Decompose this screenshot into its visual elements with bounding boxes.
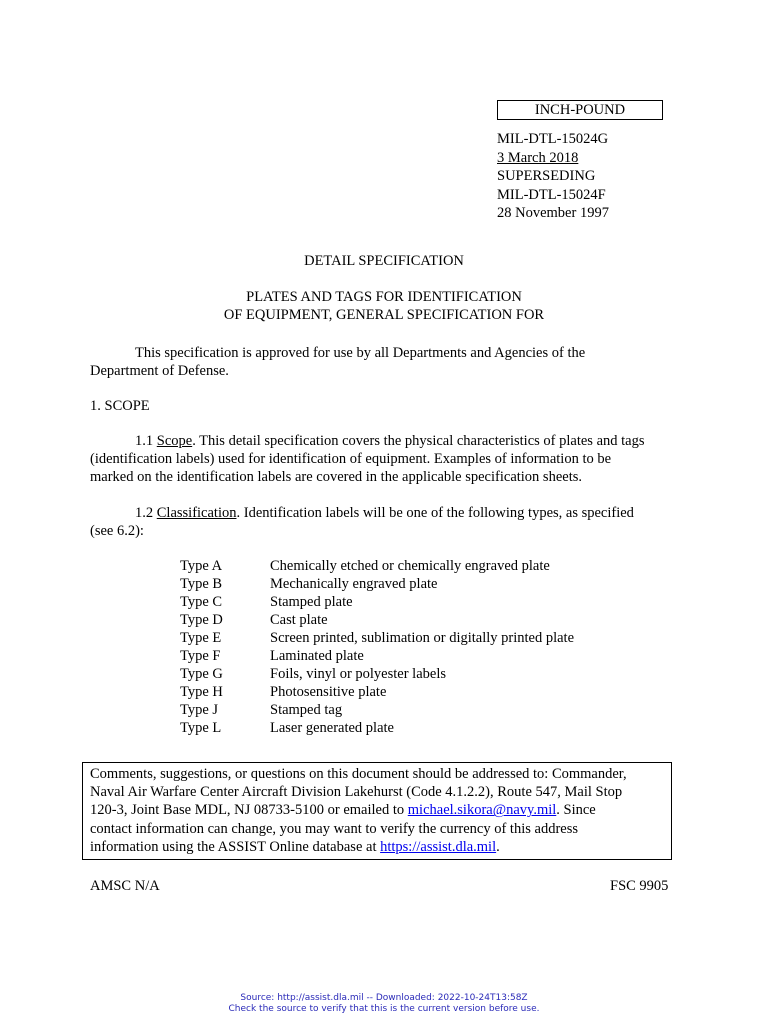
scope-term: Scope [156, 433, 193, 449]
type-description: Laser generated plate [270, 720, 394, 736]
classification-line-2: (see 6.2): [90, 523, 144, 539]
classification-line-1 [90, 504, 680, 522]
type-label: Type A [180, 558, 223, 574]
source-note-line-2: Check the source to verify that this is the current version before use. [228, 1004, 540, 1014]
type-label: Type D [180, 612, 223, 628]
type-description: Photosensitive plate [270, 684, 387, 700]
type-label: Type G [180, 666, 223, 682]
email-link[interactable]: michael.sikora@navy.mil [407, 802, 557, 819]
type-description: Chemically etched or chemically engraved plate [270, 558, 550, 574]
comments-line-5-suffix: . [496, 838, 500, 855]
assist-link[interactable]: https://assist.dla.mil [380, 838, 497, 855]
document-date: 3 March 2018 [497, 149, 579, 166]
classification-number: 1.2 [135, 505, 157, 521]
list-item [180, 647, 574, 665]
list-item [180, 557, 574, 575]
scope-line-2: (identification labels) used for identification of equipment. Examples of information to be [90, 451, 612, 467]
scope-heading: 1. SCOPE [90, 398, 150, 414]
classification-paragraph [90, 504, 680, 540]
scope-number: 1.1 [135, 433, 157, 449]
type-description: Stamped tag [270, 702, 343, 718]
scope-paragraph [90, 432, 680, 486]
type-description: Screen printed, sublimation or digitally printed plate [270, 630, 575, 646]
comments-line-3-text: 120-3, Joint Base MDL, NJ 08733-5100 or emailed to [90, 802, 408, 819]
type-description: Foils, vinyl or polyester labels [270, 666, 446, 682]
type-description: Mechanically engraved plate [270, 576, 438, 592]
list-item [180, 665, 574, 683]
type-label: Type L [180, 720, 222, 736]
scope-line-1 [90, 432, 680, 450]
amsc-label: AMSC N/A [90, 878, 160, 894]
source-note-line-1: Source: http://assist.dla.mil -- Downloaded: 2022-10-24T13:58Z [240, 993, 528, 1003]
type-description: Cast plate [270, 612, 328, 628]
superseded-date: 28 November 1997 [497, 205, 609, 221]
type-label: Type B [180, 576, 223, 592]
superseding-label: SUPERSEDING [497, 168, 596, 184]
comments-line-5 [90, 838, 664, 856]
type-label: Type E [180, 630, 222, 646]
type-label: Type C [180, 594, 223, 610]
comments-line-5-text: information using the ASSIST Online database at [90, 838, 381, 855]
scope-line-3: marked on the identification labels are covered in the applicable specification sheets. [90, 469, 582, 485]
comments-line-4: contact information can change, you may want to verify the currency of this address [90, 820, 578, 837]
list-item [180, 575, 574, 593]
superseded-number: MIL-DTL-15024F [497, 186, 606, 203]
inch-pound-box: INCH-POUND [497, 100, 663, 120]
comments-line-3-suffix: . Since [556, 802, 596, 819]
fsc-label: FSC 9905 [610, 878, 669, 894]
type-description: Laminated plate [270, 648, 364, 664]
list-item [180, 629, 574, 647]
type-label: Type F [180, 648, 221, 664]
approval-line-2: Department of Defense. [90, 363, 229, 379]
document-number: MIL-DTL-15024G [497, 131, 609, 147]
comments-box [82, 762, 672, 860]
list-item [180, 683, 574, 701]
title-line-2: OF EQUIPMENT, GENERAL SPECIFICATION FOR [223, 307, 545, 323]
type-label: Type H [180, 684, 223, 700]
list-item [180, 701, 574, 719]
scope-line-1-text: . This detail specification covers the physical characteristics of plates and tags [192, 433, 645, 449]
classification-term: Classification [156, 505, 237, 521]
comments-line-2: Naval Air Warfare Center Aircraft Division Lakehurst (Code 4.1.2.2), Route 547, Mail Stop [90, 784, 623, 801]
classification-line-1-text: . Identification labels will be one of the following types, as specified [236, 505, 634, 521]
type-label: Type J [180, 702, 219, 718]
approval-line-1: This specification is approved for use by all Departments and Agencies of the [135, 345, 586, 361]
comments-line-1: Comments, suggestions, or questions on this document should be addressed to: Commander, [90, 766, 627, 782]
spec-type-heading: DETAIL SPECIFICATION [304, 253, 464, 269]
approval-paragraph [90, 344, 680, 380]
list-item [180, 719, 574, 737]
document-header [497, 130, 609, 223]
list-item [180, 611, 574, 629]
type-description: Stamped plate [270, 594, 353, 610]
types-list [180, 557, 574, 737]
comments-line-3 [90, 801, 664, 819]
list-item [180, 593, 574, 611]
title-line-1: PLATES AND TAGS FOR IDENTIFICATION [246, 289, 522, 305]
